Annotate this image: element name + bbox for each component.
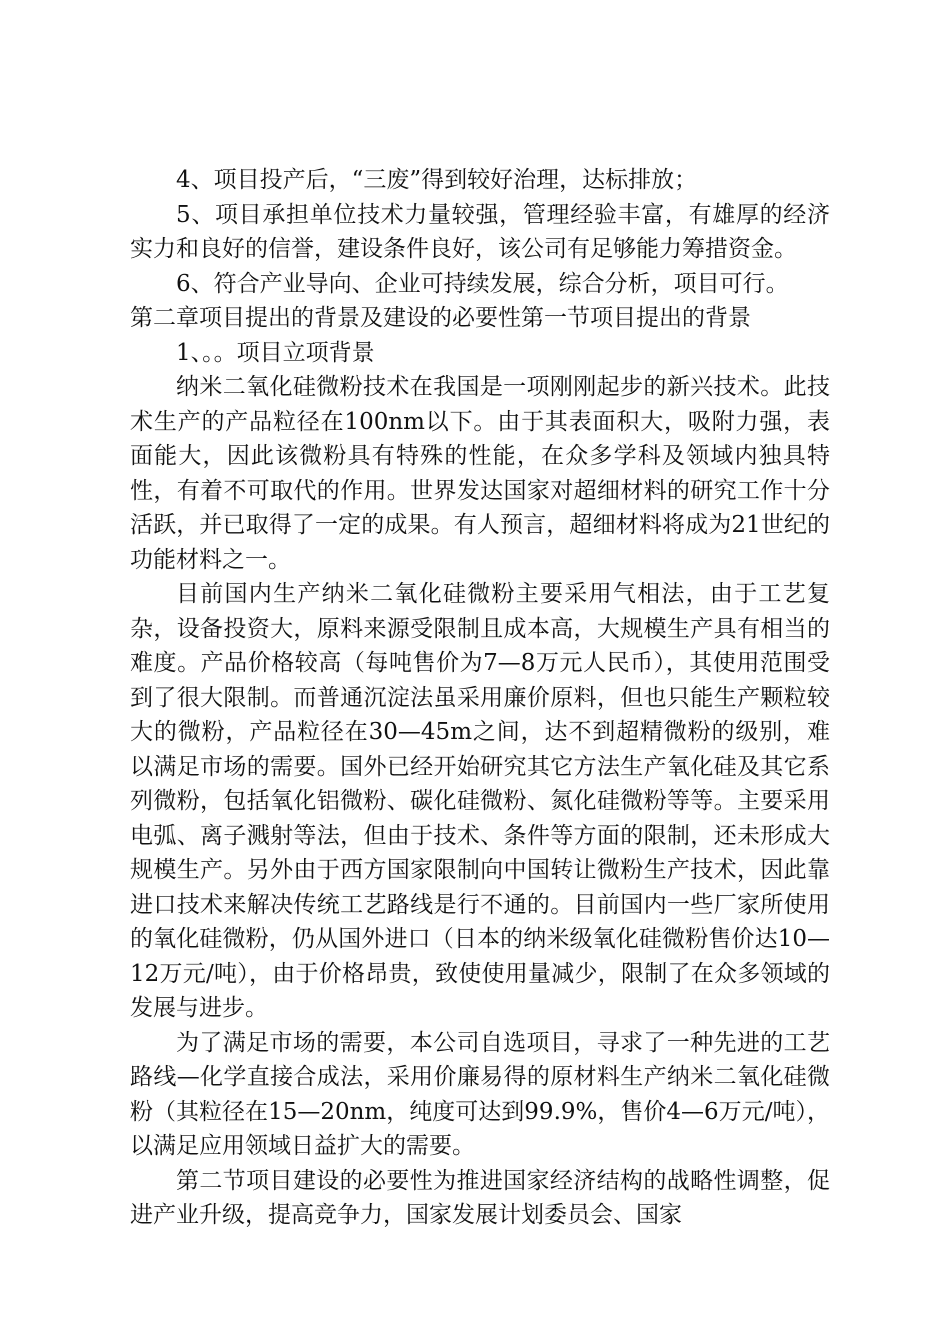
chapter-heading: 第二章项目提出的背景及建设的必要性第一节项目提出的背景 [130, 305, 751, 331]
document-body [130, 163, 830, 1233]
paragraph-item-5: 5、项目承担单位技术力量较强，管理经验丰富，有雄厚的经济实力和良好的信誉，建设条件良好，该公司有足够能力筹措资金。 [130, 201, 830, 262]
paragraph-item-6: 6、符合产业导向、企业可持续发展，综合分析，项目可行。 [176, 270, 789, 297]
paragraph-company-project: 为了满足市场的需要，本公司自选项目，寻求了一种先进的工艺路线—化学直接合成法，采用价廉易得的原材料生产纳米二氧化硅微粉（其粒径在15—20nm，纯度可达到99.9%，售价4—6万元/吨），以满足应用领域日益扩大的需要。 [130, 1029, 830, 1159]
paragraph-necessity: 第二节项目建设的必要性为推进国家经济结构的战略性调整，促进产业升级，提高竞争力，国家发展计划委员会、国家 [130, 1167, 830, 1228]
paragraph-item-4: 4、项目投产后，“三废”得到较好治理，达标排放； [176, 167, 698, 193]
paragraph-domestic-production: 目前国内生产纳米二氧化硅微粉主要采用气相法，由于工艺复杂，设备投资大，原料来源受限制且成本高，大规模生产具有相当的难度。产品价格较高（每吨售价为7—8万元人民币），其使用范围受到了很大限制。而普通沉淀法虽采用廉价原料，但也只能生产颗粒较大的微粉，产品粒径在30—45m之间，达不到超精微粉的级别，难以满足市场的需要。国外已经开始研究其它方法生产氧化硅及其它系列微粉，包括氧化铝微粉、碳化硅微粉、氮化硅微粉等等。主要采用电弧、离子溅射等法，但由于技术、条件等方面的限制，还未形成大规模生产。另外由于西方国家限制向中国转让微粉生产技术，因此靠进口技术来解决传统工艺路线是行不通的。目前国内一些厂家所使用的氧化硅微粉，仍从国外进口（日本的纳米级氧化硅微粉售价达10—12万元/吨），由于价格昂贵，致使使用量减少，限制了在众多领域的发展与进步。 [130, 581, 830, 1021]
section-heading-background: 1、。。项目立项背景 [176, 339, 375, 366]
paragraph-nano-silica-tech: 纳米二氧化硅微粉技术在我国是一项刚刚起步的新兴技术。此技术生产的产品粒径在100nm以下。由于其表面积大，吸附力强，表面能大，因此该微粉具有特殊的性能，在众多学科及领域内独具特性，有着不可取代的作用。世界发达国家对超细材料的研究工作十分活跃，并已取得了一定的成果。有人预言，超细材料将成为21世纪的功能材料之一。 [130, 374, 830, 573]
